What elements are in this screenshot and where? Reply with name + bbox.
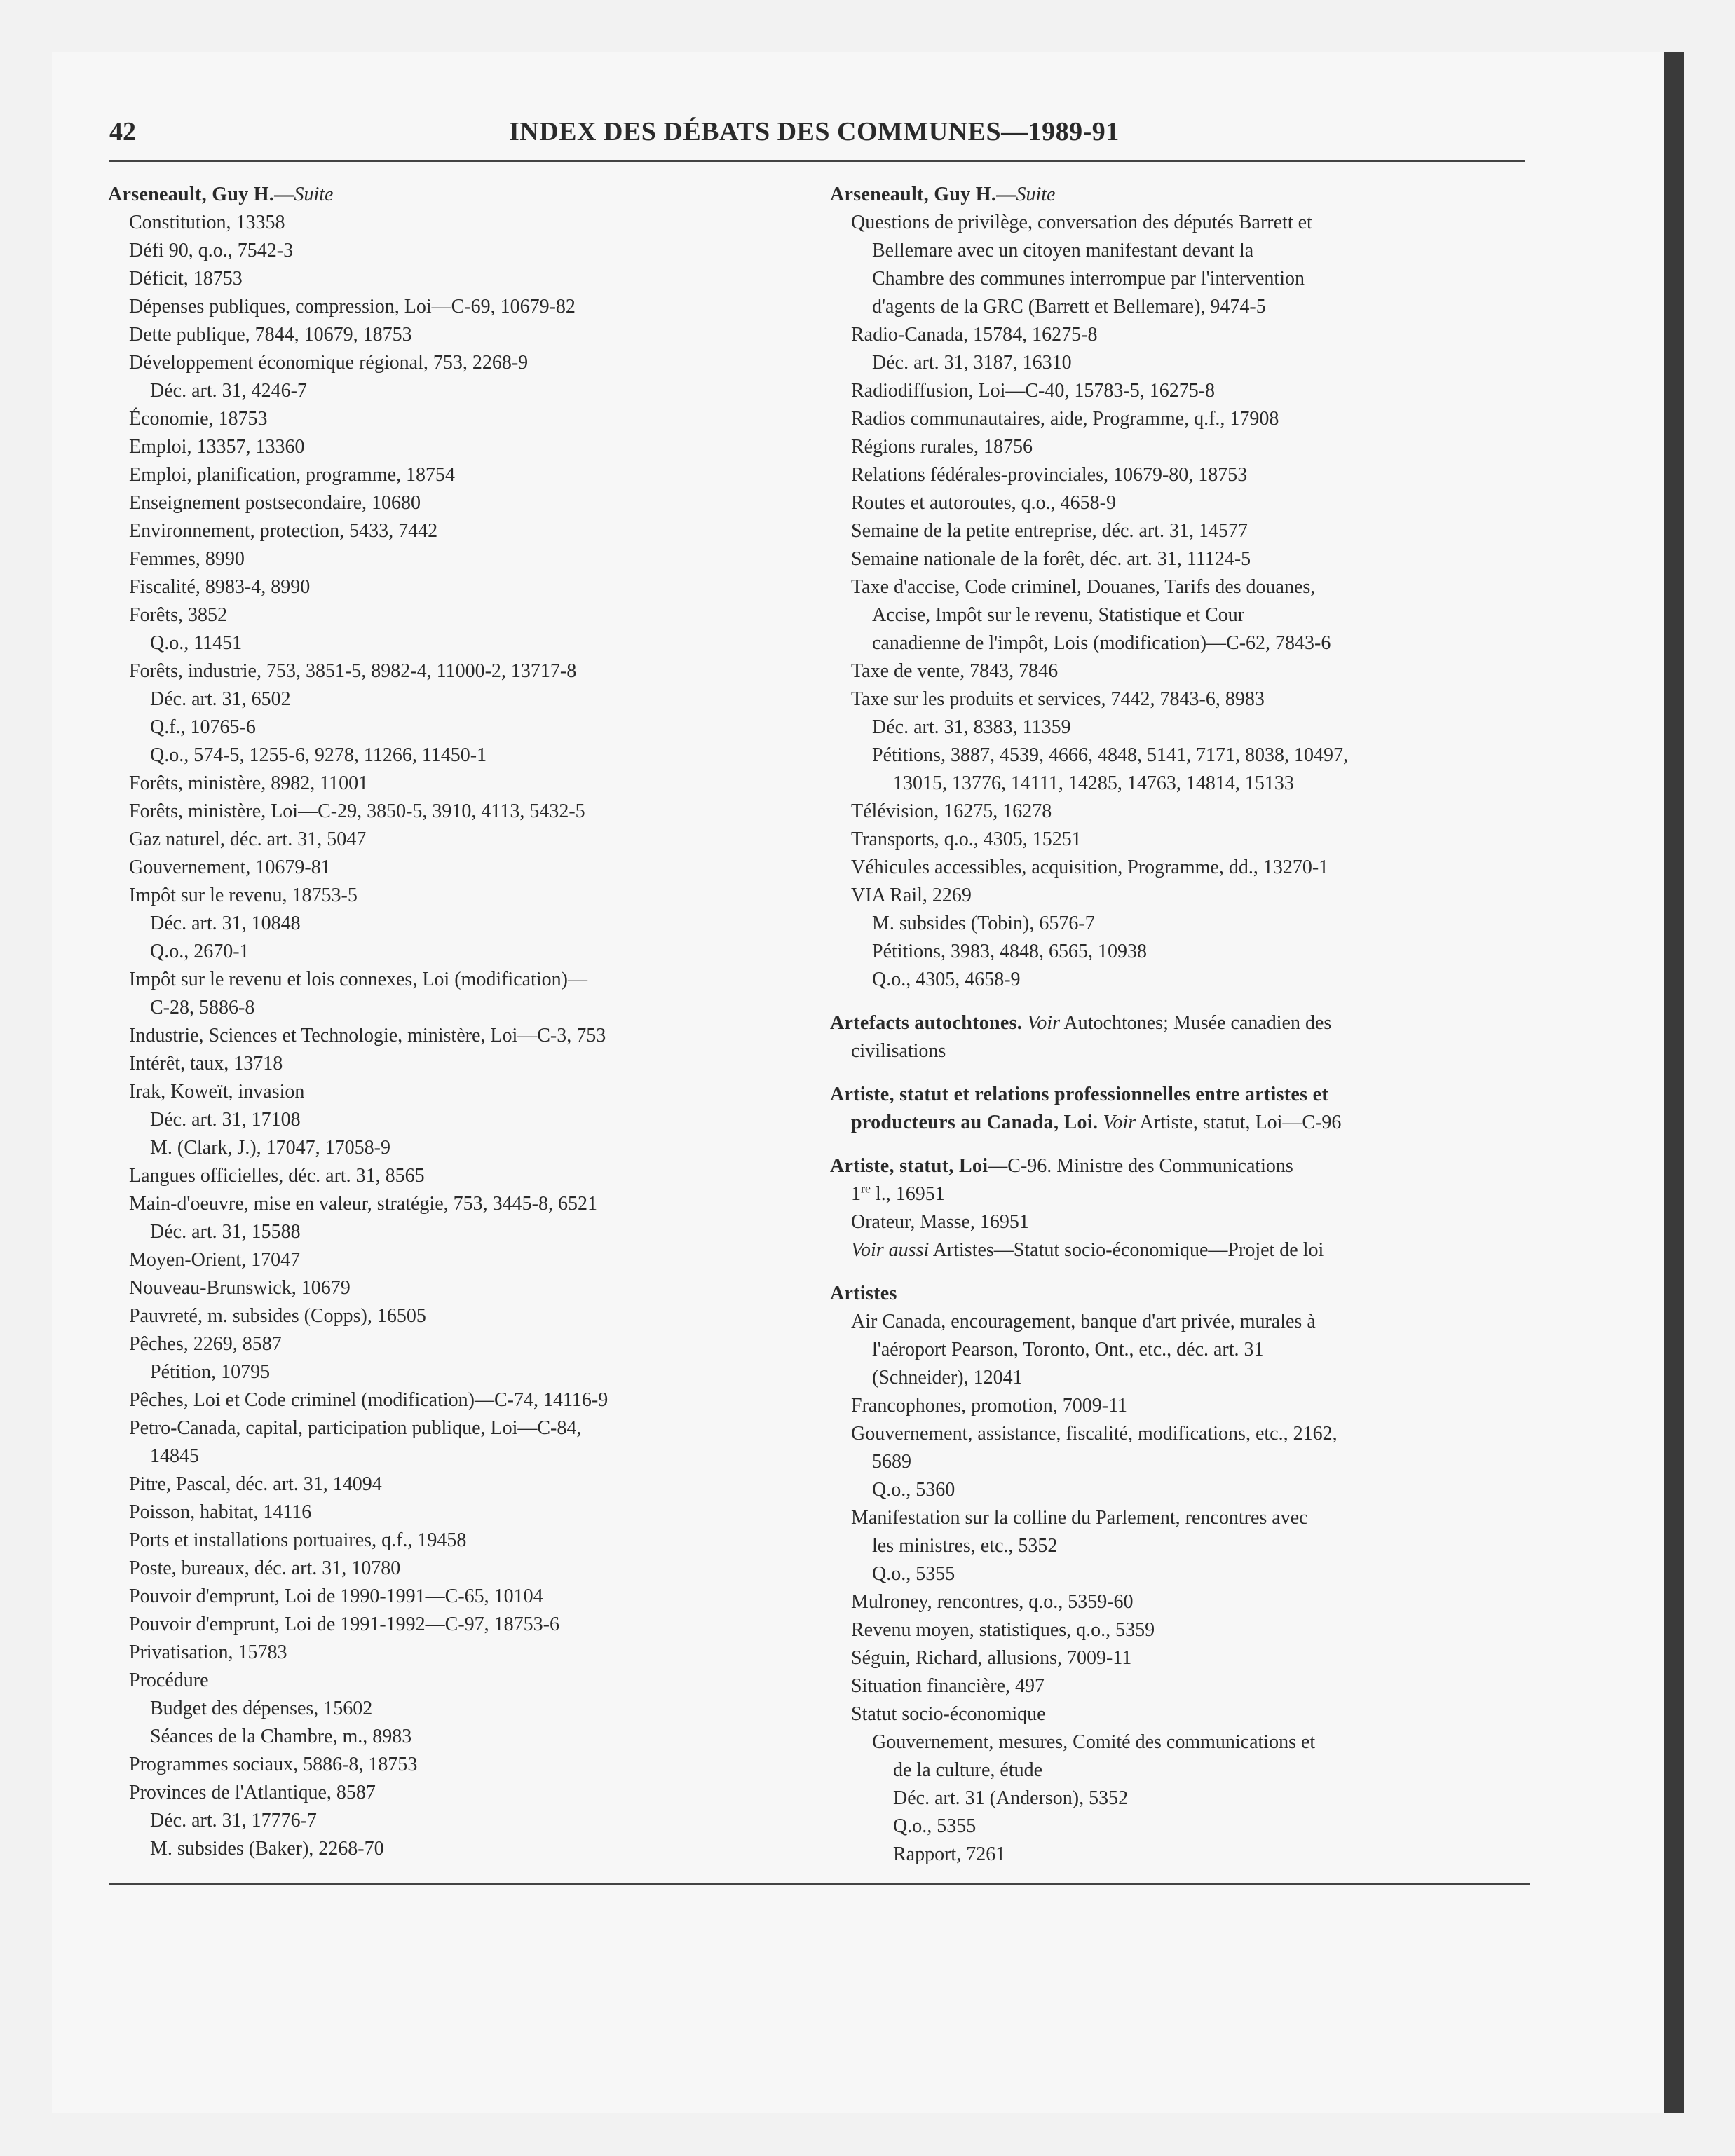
index-entry bbox=[108, 714, 795, 742]
index-heading bbox=[830, 1152, 1545, 1180]
index-entry bbox=[830, 685, 1545, 714]
index-entry bbox=[830, 349, 1545, 377]
index-entry bbox=[108, 1358, 795, 1386]
index-entry bbox=[830, 433, 1545, 461]
entry-text: Taxe d'accise, Code criminel, Douanes, Tarifs des douanes, bbox=[851, 576, 1316, 598]
index-entry bbox=[830, 1448, 1545, 1476]
entry-text: Pétition, 10795 bbox=[150, 1361, 271, 1383]
entry-head: Artiste, statut, Loi bbox=[830, 1155, 988, 1177]
entry-text: d'agents de la GRC (Barrett et Bellemare), 9474-5 bbox=[872, 296, 1266, 318]
index-entry bbox=[830, 293, 1545, 321]
index-entry bbox=[108, 1499, 795, 1527]
entry-head: Arseneault, Guy H.— bbox=[830, 184, 1016, 205]
index-entry bbox=[108, 405, 795, 433]
index-entry bbox=[830, 1504, 1545, 1532]
index-entry bbox=[830, 1560, 1545, 1588]
index-entry bbox=[108, 854, 795, 882]
index-heading bbox=[830, 181, 1545, 209]
index-entry bbox=[830, 1588, 1545, 1616]
entry-text: Véhicules accessibles, acquisition, Programme, dd., 13270-1 bbox=[851, 857, 1329, 878]
index-entry bbox=[830, 1308, 1545, 1336]
entry-text: Impôt sur le revenu, 18753-5 bbox=[129, 885, 358, 906]
index-entry bbox=[108, 1022, 795, 1050]
entry-text: Rapport, 7261 bbox=[893, 1843, 1006, 1865]
index-entry bbox=[108, 601, 795, 629]
entry-text: Séances de la Chambre, m., 8983 bbox=[150, 1726, 412, 1747]
entry-reference: Autochtones; Musée canadien des bbox=[1060, 1012, 1332, 1034]
entry-text: Irak, Koweït, invasion bbox=[129, 1081, 305, 1103]
index-entry bbox=[830, 601, 1545, 629]
entry-text: Fiscalité, 8983-4, 8990 bbox=[129, 576, 311, 598]
entry-text: de la culture, étude bbox=[893, 1759, 1043, 1781]
index-entry bbox=[830, 1700, 1545, 1728]
index-entry bbox=[108, 1162, 795, 1190]
index-entry bbox=[108, 321, 795, 349]
index-entry bbox=[108, 1667, 795, 1695]
index-heading bbox=[108, 181, 795, 209]
entry-text: Déc. art. 31, 10848 bbox=[150, 913, 301, 934]
entry-text: Forêts, ministère, Loi—C-29, 3850-5, 3910, 4113, 5432-5 bbox=[129, 800, 585, 822]
index-entry bbox=[830, 1236, 1545, 1264]
index-entry bbox=[830, 1364, 1545, 1392]
index-entry bbox=[108, 994, 795, 1022]
entry-text: Taxe sur les produits et services, 7442, 7843-6, 8983 bbox=[851, 688, 1265, 710]
entry-suite: Suite bbox=[294, 184, 334, 205]
entry-text: Semaine nationale de la forêt, déc. art. 31, 11124-5 bbox=[851, 548, 1251, 570]
entry-text: Q.o., 5355 bbox=[893, 1815, 977, 1837]
entry-text: Défi 90, q.o., 7542-3 bbox=[129, 240, 294, 261]
index-entry bbox=[108, 1050, 795, 1078]
index-entry bbox=[108, 685, 795, 714]
entry-text: Déc. art. 31 (Anderson), 5352 bbox=[893, 1787, 1129, 1809]
scan-edge-shadow bbox=[1664, 52, 1684, 2113]
index-entry bbox=[830, 321, 1545, 349]
index-heading bbox=[830, 1081, 1545, 1109]
entry-text: Déc. art. 31, 6502 bbox=[150, 688, 291, 710]
entry-text: Privatisation, 15783 bbox=[129, 1642, 287, 1663]
index-entry bbox=[108, 1302, 795, 1330]
index-entry bbox=[830, 770, 1545, 798]
entry-text: Taxe de vente, 7843, 7846 bbox=[851, 660, 1059, 682]
entry-text: Radios communautaires, aide, Programme, q.f., 17908 bbox=[851, 408, 1279, 430]
index-entry bbox=[830, 1672, 1545, 1700]
entry-text: Déc. art. 31, 3187, 16310 bbox=[872, 352, 1072, 374]
index-entry bbox=[108, 1779, 795, 1807]
entry-see: Voir bbox=[1027, 1012, 1061, 1034]
entry-text: Q.o., 5360 bbox=[872, 1479, 955, 1501]
index-entry bbox=[108, 1835, 795, 1863]
entry-text: Main-d'oeuvre, mise en valeur, stratégie, 753, 3445-8, 6521 bbox=[129, 1193, 597, 1215]
entry-text: Pauvreté, m. subsides (Copps), 16505 bbox=[129, 1305, 426, 1327]
index-entry bbox=[108, 1246, 795, 1274]
index-entry bbox=[108, 1330, 795, 1358]
index-entry bbox=[830, 1841, 1545, 1869]
index-entry bbox=[108, 1414, 795, 1442]
entry-text: Francophones, promotion, 7009-11 bbox=[851, 1395, 1128, 1417]
index-entry bbox=[830, 714, 1545, 742]
entry-text: Statut socio-économique bbox=[851, 1703, 1046, 1725]
entry-text: Bellemare avec un citoyen manifestant devant la bbox=[872, 240, 1254, 261]
index-entry bbox=[830, 405, 1545, 433]
entry-text: Intérêt, taux, 13718 bbox=[129, 1053, 283, 1074]
entry-text: Constitution, 13358 bbox=[129, 212, 285, 233]
index-entry bbox=[830, 1532, 1545, 1560]
index-entry bbox=[830, 1728, 1545, 1756]
entry-text: Radiodiffusion, Loi—C-40, 15783-5, 16275-8 bbox=[851, 380, 1216, 402]
index-entry bbox=[108, 770, 795, 798]
entry-text: Air Canada, encouragement, banque d'art privée, murales à bbox=[851, 1311, 1316, 1332]
index-entry bbox=[108, 1442, 795, 1471]
index-entry bbox=[830, 1420, 1545, 1448]
running-title: INDEX DES DÉBATS DES COMMUNES—1989-91 bbox=[509, 117, 1120, 146]
index-heading bbox=[830, 1280, 1545, 1308]
page-header bbox=[109, 114, 1525, 162]
entry-text: Nouveau-Brunswick, 10679 bbox=[129, 1277, 351, 1299]
entry-text: Forêts, industrie, 753, 3851-5, 8982-4, 11000-2, 13717-8 bbox=[129, 660, 577, 682]
entry-head: Artistes bbox=[830, 1283, 897, 1304]
entry-text: Forêts, ministère, 8982, 11001 bbox=[129, 772, 369, 794]
index-entry bbox=[108, 1751, 795, 1779]
entry-head: Artefacts autochtones. bbox=[830, 1012, 1028, 1034]
index-entry bbox=[830, 1644, 1545, 1672]
entry-text: Chambre des communes interrompue par l'intervention bbox=[872, 268, 1305, 289]
entry-text: 1 bbox=[851, 1183, 861, 1205]
index-entry bbox=[830, 545, 1545, 573]
entry-text: Gouvernement, assistance, fiscalité, modifications, etc., 2162, bbox=[851, 1423, 1338, 1445]
entry-text: Mulroney, rencontres, q.o., 5359-60 bbox=[851, 1591, 1134, 1613]
index-entry bbox=[830, 1756, 1545, 1785]
entry-text: Q.o., 574-5, 1255-6, 9278, 11266, 11450-1 bbox=[150, 744, 487, 766]
entry-text: Gouvernement, 10679-81 bbox=[129, 857, 331, 878]
entry-text: Télévision, 16275, 16278 bbox=[851, 800, 1052, 822]
entry-text: VIA Rail, 2269 bbox=[851, 885, 972, 906]
index-entry bbox=[830, 1785, 1545, 1813]
entry-text: Déc. art. 31, 8383, 11359 bbox=[872, 716, 1071, 738]
entry-text: Industrie, Sciences et Technologie, ministère, Loi—C-3, 753 bbox=[129, 1025, 606, 1046]
entry-text: Séguin, Richard, allusions, 7009-11 bbox=[851, 1647, 1132, 1669]
index-entry bbox=[108, 293, 795, 321]
index-entry bbox=[830, 742, 1545, 770]
index-entry bbox=[108, 349, 795, 377]
entry-text: M. subsides (Tobin), 6576-7 bbox=[872, 913, 1095, 934]
entry-text: M. subsides (Baker), 2268-70 bbox=[150, 1838, 384, 1860]
index-entry bbox=[830, 882, 1545, 910]
index-entry bbox=[830, 461, 1545, 489]
entry-text: Pêches, 2269, 8587 bbox=[129, 1333, 282, 1355]
index-entry bbox=[108, 966, 795, 994]
entry-text: Femmes, 8990 bbox=[129, 548, 245, 570]
entry-text: Q.o., 11451 bbox=[150, 632, 243, 654]
entry-text: Pitre, Pascal, déc. art. 31, 14094 bbox=[129, 1473, 382, 1495]
index-entry bbox=[108, 1078, 795, 1106]
index-entry bbox=[108, 1218, 795, 1246]
entry-text: Déc. art. 31, 15588 bbox=[150, 1221, 301, 1243]
entry-text: 14845 bbox=[150, 1445, 199, 1467]
index-entry bbox=[108, 1723, 795, 1751]
entry-text: Artistes—Statut socio-économique—Projet de loi bbox=[929, 1239, 1324, 1261]
index-entry bbox=[108, 826, 795, 854]
index-entry bbox=[830, 265, 1545, 293]
index-entry bbox=[830, 517, 1545, 545]
index-entry bbox=[830, 1476, 1545, 1504]
index-entry bbox=[108, 545, 795, 573]
entry-text: Impôt sur le revenu et lois connexes, Loi (modification)— bbox=[129, 969, 587, 990]
index-entry bbox=[830, 1813, 1545, 1841]
entry-text: Enseignement postsecondaire, 10680 bbox=[129, 492, 421, 514]
entry-text: l'aéroport Pearson, Toronto, Ont., etc., déc. art. 31 bbox=[872, 1339, 1264, 1360]
index-entry bbox=[108, 1527, 795, 1555]
index-entry bbox=[108, 910, 795, 938]
index-entry bbox=[108, 1807, 795, 1835]
index-entry bbox=[108, 1134, 795, 1162]
entry-head: producteurs au Canada, Loi. bbox=[851, 1112, 1103, 1133]
index-entry bbox=[830, 854, 1545, 882]
index-entry bbox=[108, 1695, 795, 1723]
entry-text: Environnement, protection, 5433, 7442 bbox=[129, 520, 438, 542]
entry-text: Pétitions, 3887, 4539, 4666, 4848, 5141, 7171, 8038, 10497, bbox=[872, 744, 1349, 766]
index-entry bbox=[830, 1109, 1545, 1137]
entry-text: Situation financière, 497 bbox=[851, 1675, 1045, 1697]
index-entry bbox=[108, 1386, 795, 1414]
entry-text: Transports, q.o., 4305, 15251 bbox=[851, 828, 1082, 850]
index-entry bbox=[830, 1037, 1545, 1065]
index-entry bbox=[830, 910, 1545, 938]
entry-text: Pétitions, 3983, 4848, 6565, 10938 bbox=[872, 941, 1148, 962]
entry-text: Q.o., 2670-1 bbox=[150, 941, 250, 962]
index-entry bbox=[830, 938, 1545, 966]
entry-text: Régions rurales, 18756 bbox=[851, 436, 1033, 458]
index-entry bbox=[108, 1190, 795, 1218]
entry-text: Ports et installations portuaires, q.f., 19458 bbox=[129, 1529, 467, 1551]
entry-text: Gouvernement, mesures, Comité des communications et bbox=[872, 1731, 1316, 1753]
entry-text: Routes et autoroutes, q.o., 4658-9 bbox=[851, 492, 1116, 514]
entry-text: (Schneider), 12041 bbox=[872, 1367, 1023, 1389]
index-entry bbox=[108, 1639, 795, 1667]
index-entry bbox=[830, 209, 1545, 237]
entry-text: Déc. art. 31, 17776-7 bbox=[150, 1810, 317, 1831]
index-entry bbox=[108, 798, 795, 826]
entry-text: Économie, 18753 bbox=[129, 408, 268, 430]
entry-superscript: re bbox=[861, 1181, 871, 1196]
index-entry bbox=[830, 489, 1545, 517]
index-entry bbox=[108, 209, 795, 237]
index-column-left bbox=[108, 181, 795, 1863]
entry-see-also: Voir aussi bbox=[851, 1239, 930, 1261]
index-entry bbox=[108, 433, 795, 461]
entry-text: Emploi, planification, programme, 18754 bbox=[129, 464, 456, 486]
entry-text: Langues officielles, déc. art. 31, 8565 bbox=[129, 1165, 425, 1187]
index-entry bbox=[108, 1274, 795, 1302]
index-entry bbox=[108, 882, 795, 910]
entry-text: Déc. art. 31, 4246-7 bbox=[150, 380, 307, 402]
entry-text: Pouvoir d'emprunt, Loi de 1991-1992—C-97, 18753-6 bbox=[129, 1613, 559, 1635]
index-entry bbox=[830, 1616, 1545, 1644]
index-entry bbox=[108, 1583, 795, 1611]
index-entry bbox=[830, 657, 1545, 685]
entry-suite: Suite bbox=[1016, 184, 1056, 205]
index-entry bbox=[830, 1336, 1545, 1364]
entry-reference: —C-96. Ministre des Communications bbox=[988, 1155, 1293, 1177]
entry-text: les ministres, etc., 5352 bbox=[872, 1535, 1058, 1557]
entry-text: Programmes sociaux, 5886-8, 18753 bbox=[129, 1754, 418, 1775]
entry-text: Déficit, 18753 bbox=[129, 268, 243, 289]
entry-text: Manifestation sur la colline du Parlement, rencontres avec bbox=[851, 1507, 1308, 1529]
index-entry bbox=[108, 573, 795, 601]
page-number: 42 bbox=[109, 117, 136, 146]
index-entry bbox=[108, 742, 795, 770]
entry-text: Dette publique, 7844, 10679, 18753 bbox=[129, 324, 412, 346]
entry-text: Poste, bureaux, déc. art. 31, 10780 bbox=[129, 1557, 401, 1579]
entry-text: canadienne de l'impôt, Lois (modification)—C-62, 7843-6 bbox=[872, 632, 1331, 654]
index-entry bbox=[108, 629, 795, 657]
entry-text: C-28, 5886-8 bbox=[150, 997, 255, 1018]
index-entry bbox=[830, 377, 1545, 405]
index-entry bbox=[830, 1392, 1545, 1420]
index-entry bbox=[108, 1471, 795, 1499]
entry-text: Déc. art. 31, 17108 bbox=[150, 1109, 301, 1131]
index-entry bbox=[830, 798, 1545, 826]
entry-text: Accise, Impôt sur le revenu, Statistique et Cour bbox=[872, 604, 1245, 626]
index-entry bbox=[108, 1611, 795, 1639]
entry-text: Revenu moyen, statistiques, q.o., 5359 bbox=[851, 1619, 1155, 1641]
index-entry bbox=[830, 1180, 1545, 1208]
index-entry bbox=[108, 657, 795, 685]
entry-text: Q.o., 5355 bbox=[872, 1563, 955, 1585]
entry-text: 13015, 13776, 14111, 14285, 14763, 14814, 15133 bbox=[893, 772, 1294, 794]
index-entry bbox=[830, 966, 1545, 994]
index-entry bbox=[108, 237, 795, 265]
footer-rule bbox=[109, 1883, 1530, 1885]
entry-see: Voir bbox=[1103, 1112, 1136, 1133]
entry-text: Relations fédérales-provinciales, 10679-80, 18753 bbox=[851, 464, 1248, 486]
entry-text: Orateur, Masse, 16951 bbox=[851, 1211, 1029, 1233]
entry-text: Budget des dépenses, 15602 bbox=[150, 1698, 373, 1719]
index-entry bbox=[108, 1555, 795, 1583]
entry-head: Arseneault, Guy H.— bbox=[108, 184, 294, 205]
entry-text: civilisations bbox=[851, 1040, 946, 1062]
entry-text: Q.f., 10765-6 bbox=[150, 716, 256, 738]
entry-text: Poisson, habitat, 14116 bbox=[129, 1501, 312, 1523]
entry-text: M. (Clark, J.), 17047, 17058-9 bbox=[150, 1137, 390, 1159]
entry-text: Provinces de l'Atlantique, 8587 bbox=[129, 1782, 376, 1803]
entry-text: Pouvoir d'emprunt, Loi de 1990-1991—C-65, 10104 bbox=[129, 1585, 543, 1607]
index-entry bbox=[108, 461, 795, 489]
index-heading bbox=[830, 1009, 1545, 1037]
index-entry bbox=[830, 1208, 1545, 1236]
entry-text-after: l., 16951 bbox=[870, 1183, 945, 1205]
entry-text: Gaz naturel, déc. art. 31, 5047 bbox=[129, 828, 367, 850]
index-entry bbox=[108, 377, 795, 405]
index-entry bbox=[830, 237, 1545, 265]
entry-text: Procédure bbox=[129, 1670, 209, 1691]
entry-text: Q.o., 4305, 4658-9 bbox=[872, 969, 1021, 990]
entry-reference: Artiste, statut, Loi—C-96 bbox=[1136, 1112, 1342, 1133]
entry-text: Semaine de la petite entreprise, déc. art. 31, 14577 bbox=[851, 520, 1248, 542]
index-entry bbox=[108, 1106, 795, 1134]
index-entry bbox=[108, 265, 795, 293]
index-entry bbox=[830, 573, 1545, 601]
entry-text: Moyen-Orient, 17047 bbox=[129, 1249, 301, 1271]
entry-text: 5689 bbox=[872, 1451, 911, 1473]
index-column-right bbox=[830, 181, 1545, 1869]
index-entry bbox=[108, 938, 795, 966]
entry-text: Forêts, 3852 bbox=[129, 604, 227, 626]
index-entry bbox=[108, 517, 795, 545]
entry-text: Petro-Canada, capital, participation publique, Loi—C-84, bbox=[129, 1417, 582, 1439]
index-entry bbox=[830, 629, 1545, 657]
entry-text: Pêches, Loi et Code criminel (modification)—C-74, 14116-9 bbox=[129, 1389, 608, 1411]
entry-text: Radio-Canada, 15784, 16275-8 bbox=[851, 324, 1098, 346]
entry-head: Artiste, statut et relations professionnelles entre artistes et bbox=[830, 1084, 1328, 1105]
entry-text: Dépenses publiques, compression, Loi—C-69, 10679-82 bbox=[129, 296, 576, 318]
index-entry bbox=[830, 826, 1545, 854]
entry-text: Emploi, 13357, 13360 bbox=[129, 436, 305, 458]
index-entry bbox=[108, 489, 795, 517]
entry-text: Questions de privilège, conversation des députés Barrett et bbox=[851, 212, 1312, 233]
entry-text: Développement économique régional, 753, 2268-9 bbox=[129, 352, 529, 374]
